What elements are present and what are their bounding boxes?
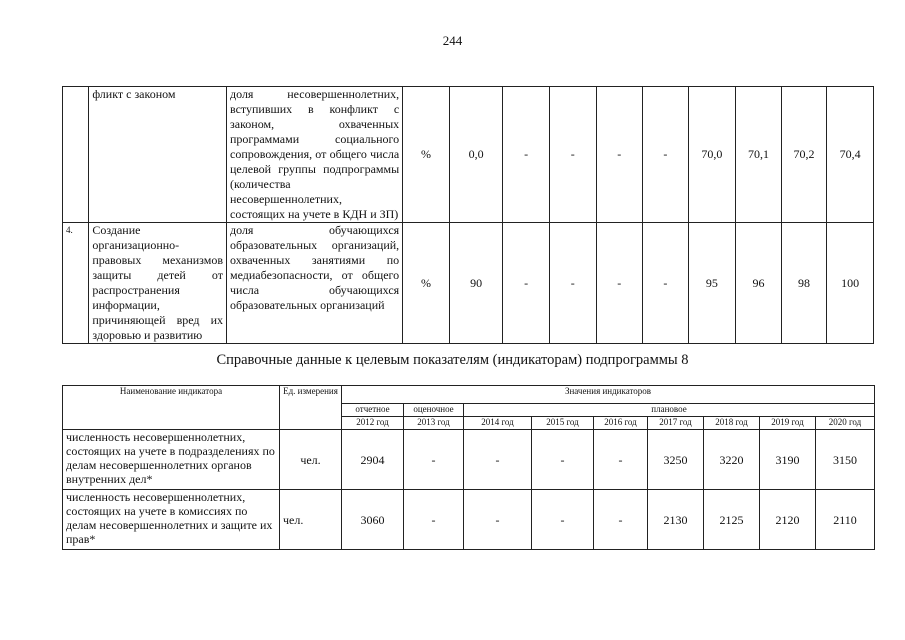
table-row xyxy=(63,430,875,490)
value-cell: 2904 xyxy=(342,430,404,490)
value-cell: - xyxy=(643,223,689,344)
value-cell: 2110 xyxy=(816,490,875,550)
reference-data-table xyxy=(62,385,875,550)
header-reported: отчетное xyxy=(342,404,404,417)
page-number: 244 xyxy=(442,33,463,48)
year-header: 2020 год xyxy=(816,417,875,430)
value-cell: 3190 xyxy=(760,430,816,490)
year-header: 2014 год xyxy=(464,417,532,430)
value-cell: - xyxy=(464,490,532,550)
table-row xyxy=(63,223,874,344)
task-cell: Создание организационно-правовых механизмов защиты детей от распространения информации, причиняющей вред их здоровью и развитию xyxy=(89,223,227,344)
year-header: 2016 год xyxy=(594,417,648,430)
value-cell: 0,0 xyxy=(449,87,503,223)
value-cell: - xyxy=(503,223,550,344)
value-cell: - xyxy=(594,430,648,490)
value-cell: 70,0 xyxy=(688,87,736,223)
value-cell: 70,1 xyxy=(736,87,782,223)
value-cell: 70,2 xyxy=(781,87,827,223)
table-row xyxy=(63,87,874,223)
value-cell: 3150 xyxy=(816,430,875,490)
indicator-name-cell: численность несовершеннолетних, состоящих на учете в комиссиях по делам несовершеннолетних и защите их прав* xyxy=(63,490,280,550)
value-cell: - xyxy=(532,430,594,490)
value-cell: - xyxy=(596,223,643,344)
year-header: 2013 год xyxy=(404,417,464,430)
unit-cell: % xyxy=(403,87,450,223)
value-cell: - xyxy=(596,87,643,223)
section-heading: Справочные данные к целевым показателям (индикаторам) подпрограммы 8 xyxy=(216,352,689,368)
value-cell: 2130 xyxy=(648,490,704,550)
header-estimated: оценочное xyxy=(404,404,464,417)
task-cell: фликт с законом xyxy=(89,87,227,223)
year-header: 2019 год xyxy=(760,417,816,430)
value-cell: - xyxy=(532,490,594,550)
unit-cell: чел. xyxy=(280,490,342,550)
value-cell: - xyxy=(643,87,689,223)
year-header: 2015 год xyxy=(532,417,594,430)
unit-cell: чел. xyxy=(280,430,342,490)
value-cell: 96 xyxy=(736,223,782,344)
value-cell: 3250 xyxy=(648,430,704,490)
value-cell: - xyxy=(549,223,596,344)
year-header: 2018 год xyxy=(704,417,760,430)
value-cell: - xyxy=(594,490,648,550)
header-values: Значения индикаторов xyxy=(342,386,875,404)
value-cell: 2125 xyxy=(704,490,760,550)
row-number xyxy=(63,87,89,223)
header-row xyxy=(63,386,875,404)
row-number: 4. xyxy=(63,223,89,344)
value-cell: 95 xyxy=(688,223,736,344)
value-cell: 70,4 xyxy=(827,87,874,223)
header-planned: плановое xyxy=(464,404,875,417)
indicator-cell: доля несовершеннолетних, вступивших в конфликт с законом, охваченных программами социального сопровождения, от общего числа целевой группы подпрограммы (количества несовершеннолетних, состоящих на учете в КДН и ЗП) xyxy=(227,87,403,223)
year-header: 2012 год xyxy=(342,417,404,430)
value-cell: 3060 xyxy=(342,490,404,550)
value-cell: - xyxy=(549,87,596,223)
table-row xyxy=(63,490,875,550)
year-header: 2017 год xyxy=(648,417,704,430)
header-indicator-name: Наименование индикатора xyxy=(63,386,280,430)
value-cell: - xyxy=(404,430,464,490)
value-cell: 90 xyxy=(449,223,503,344)
value-cell: 100 xyxy=(827,223,874,344)
indicator-name-cell: численность несовершеннолетних, состоящих на учете в подразделениях по делам несовершеннолетних органов внутренних дел* xyxy=(63,430,280,490)
indicator-cell: доля обучающихся образовательных организаций, охваченных занятиями по медиабезопасности, от общего числа обучающихся образовательных организаций xyxy=(227,223,403,344)
value-cell: 98 xyxy=(781,223,827,344)
value-cell: - xyxy=(503,87,550,223)
value-cell: 3220 xyxy=(704,430,760,490)
value-cell: - xyxy=(464,430,532,490)
header-unit: Ед. измерения xyxy=(280,386,342,430)
indicators-table-continued xyxy=(62,86,874,344)
value-cell: - xyxy=(404,490,464,550)
value-cell: 2120 xyxy=(760,490,816,550)
unit-cell: % xyxy=(403,223,450,344)
